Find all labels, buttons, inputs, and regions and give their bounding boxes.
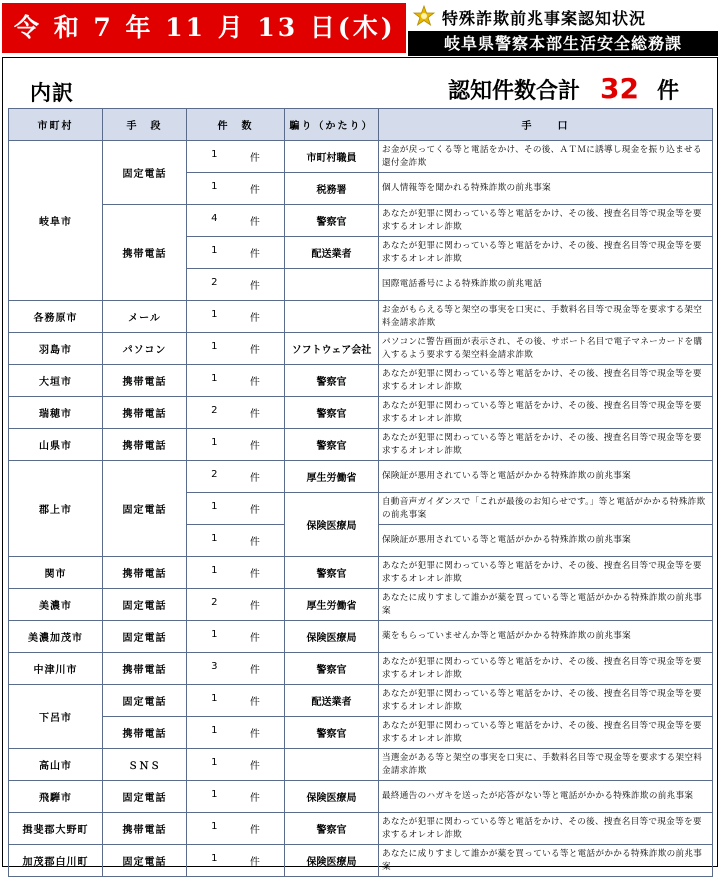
table-row (9, 333, 713, 365)
means-cell: 固定電話 (103, 589, 187, 621)
impersonation-cell: 市町村職員 (285, 141, 379, 173)
impersonation-cell: 警察官 (285, 397, 379, 429)
count-cell (187, 685, 285, 717)
count-value: 2 (211, 277, 218, 288)
header-count: 件 数 (187, 109, 285, 141)
city-cell: 加茂郡白川町 (9, 845, 103, 877)
method-cell: 薬をもらっていませんか等と電話がかかる特殊詐欺の前兆事案 (379, 621, 713, 653)
count-value: 1 (211, 821, 218, 832)
impersonation-cell: 税務署 (285, 173, 379, 205)
city-cell: 山県市 (9, 429, 103, 461)
table-row (9, 365, 713, 397)
method-cell: あなたが犯罪に関わっている等と電話をかけ、その後、捜査名目等で現金等を要求するオレオレ詐欺 (379, 685, 713, 717)
means-cell: 固定電話 (103, 141, 187, 205)
table-row (9, 653, 713, 685)
count-value: 1 (211, 693, 218, 704)
method-cell: 自動音声ガイダンスで「これが最後のお知らせです。」等と電話がかかる特殊詐欺の前兆事案 (379, 493, 713, 525)
count-cell (187, 397, 285, 429)
count-value: 1 (211, 789, 218, 800)
table-row (9, 717, 713, 749)
count-cell (187, 173, 285, 205)
table-row (9, 301, 713, 333)
count-unit: 件 (249, 601, 260, 612)
impersonation-cell: 警察官 (285, 429, 379, 461)
count-unit: 件 (249, 345, 260, 356)
table-row (9, 589, 713, 621)
means-cell: 携帯電話 (103, 717, 187, 749)
method-cell: お金がもらえる等と架空の事実を口実に、手数料名目等で現金等を要求する架空料金請求詐欺 (379, 301, 713, 333)
city-cell: 美濃市 (9, 589, 103, 621)
count-value: 2 (211, 597, 218, 608)
means-cell: パソコン (103, 333, 187, 365)
count-cell (187, 365, 285, 397)
impersonation-cell (285, 301, 379, 333)
means-cell: 携帯電話 (103, 429, 187, 461)
impersonation-cell: 警察官 (285, 813, 379, 845)
impersonation-cell: 保険医療局 (285, 845, 379, 877)
method-cell: お金が戻ってくる等と電話をかけ、その後、ＡＴＭに誘導し現金を振り込ませる還付金詐欺 (379, 141, 713, 173)
table-header-row (9, 109, 713, 141)
table-row (9, 557, 713, 589)
count-value: 2 (211, 469, 218, 480)
method-cell: あなたが犯罪に関わっている等と電話をかけ、その後、捜査名目等で現金等を要求するオレオレ詐欺 (379, 717, 713, 749)
means-cell: 携帯電話 (103, 557, 187, 589)
count-value: 1 (211, 533, 218, 544)
city-cell: 大垣市 (9, 365, 103, 397)
method-cell: あなたに成りすまして誰かが薬を買っている等と電話がかかる特殊詐欺の前兆事案 (379, 845, 713, 877)
count-cell (187, 205, 285, 237)
count-unit: 件 (249, 825, 260, 836)
means-cell: 固定電話 (103, 781, 187, 813)
table-row (9, 205, 713, 237)
count-unit: 件 (249, 665, 260, 676)
header-city: 市町村 (9, 109, 103, 141)
count-unit: 件 (249, 441, 260, 452)
method-cell: 最終通告のハガキを送ったが応答がない等と電話がかかる特殊詐欺の前兆事案 (379, 781, 713, 813)
method-cell: あなたが犯罪に関わっている等と電話をかけ、その後、捜査名目等で現金等を要求するオレオレ詐欺 (379, 205, 713, 237)
count-unit: 件 (249, 249, 260, 260)
impersonation-cell: 保険医療局 (285, 621, 379, 653)
means-cell: 固定電話 (103, 621, 187, 653)
impersonation-cell: 警察官 (285, 205, 379, 237)
count-value: 1 (211, 309, 218, 320)
count-value: 1 (211, 757, 218, 768)
count-value: 3 (211, 661, 218, 672)
count-value: 1 (211, 565, 218, 576)
count-cell (187, 813, 285, 845)
method-cell: あなたに成りすまして誰かが薬を買っている等と電話がかかる特殊詐欺の前兆事案 (379, 589, 713, 621)
count-value: 2 (211, 405, 218, 416)
method-cell: あなたが犯罪に関わっている等と電話をかけ、その後、捜査名目等で現金等を要求するオレオレ詐欺 (379, 397, 713, 429)
impersonation-cell: 配送業者 (285, 685, 379, 717)
impersonation-cell: 警察官 (285, 365, 379, 397)
report-date: 令 和 7 年 11 月 13 日(木) (2, 3, 406, 53)
count-cell (187, 141, 285, 173)
department-name: 岐阜県警察本部生活安全総務課 (408, 31, 718, 56)
count-value: 1 (211, 501, 218, 512)
method-cell: 当選金がある等と架空の事実を口実に、手数料名目等で現金等を要求する架空料金請求詐欺 (379, 749, 713, 781)
count-unit: 件 (249, 569, 260, 580)
count-cell (187, 781, 285, 813)
table-row (9, 781, 713, 813)
city-cell: 揖斐郡大野町 (9, 813, 103, 845)
city-cell: 高山市 (9, 749, 103, 781)
count-cell (187, 333, 285, 365)
count-value: 1 (211, 181, 218, 192)
table-row (9, 429, 713, 461)
table-row (9, 685, 713, 717)
count-value: 1 (211, 149, 218, 160)
count-unit: 件 (249, 409, 260, 420)
method-cell: あなたが犯罪に関わっている等と電話をかけ、その後、捜査名目等で現金等を要求するオレオレ詐欺 (379, 365, 713, 397)
count-cell (187, 461, 285, 493)
city-cell: 郡上市 (9, 461, 103, 557)
count-unit: 件 (249, 857, 260, 868)
city-cell: 羽島市 (9, 333, 103, 365)
count-cell (187, 717, 285, 749)
impersonation-cell: 厚生労働省 (285, 461, 379, 493)
count-unit: 件 (249, 761, 260, 772)
total-value: 32 (600, 72, 639, 105)
method-cell: 個人情報等を聞かれる特殊詐欺の前兆事案 (379, 173, 713, 205)
impersonation-cell (285, 269, 379, 301)
city-cell: 美濃加茂市 (9, 621, 103, 653)
count-unit: 件 (249, 217, 260, 228)
count-value: 1 (211, 373, 218, 384)
city-cell: 岐阜市 (9, 141, 103, 301)
means-cell: 固定電話 (103, 685, 187, 717)
count-value: 4 (211, 213, 218, 224)
method-cell: あなたが犯罪に関わっている等と電話をかけ、その後、捜査名目等で現金等を要求するオレオレ詐欺 (379, 237, 713, 269)
impersonation-cell: 厚生労働省 (285, 589, 379, 621)
impersonation-cell: 警察官 (285, 717, 379, 749)
method-cell: パソコンに警告画面が表示され、その後、サポート名目で電子マネーカードを購入するよう要求する架空料金請求詐欺 (379, 333, 713, 365)
count-cell (187, 653, 285, 685)
count-unit: 件 (249, 505, 260, 516)
header-method: 手 口 (379, 109, 713, 141)
means-cell: ＳＮＳ (103, 749, 187, 781)
method-cell: 国際電話番号による特殊詐欺の前兆電話 (379, 269, 713, 301)
total-summary (448, 72, 679, 105)
city-cell: 瑞穂市 (9, 397, 103, 429)
count-cell (187, 237, 285, 269)
count-value: 1 (211, 853, 218, 864)
city-cell: 中津川市 (9, 653, 103, 685)
report-title: 特殊詐欺前兆事案認知状況 (442, 8, 647, 28)
count-cell (187, 845, 285, 877)
table-row (9, 621, 713, 653)
method-cell: あなたが犯罪に関わっている等と電話をかけ、その後、捜査名目等で現金等を要求するオレオレ詐欺 (379, 429, 713, 461)
total-unit: 件 (656, 79, 679, 104)
count-value: 1 (211, 341, 218, 352)
breakdown-label: 内訳 (30, 81, 74, 105)
city-cell: 関市 (9, 557, 103, 589)
method-cell: あなたが犯罪に関わっている等と電話をかけ、その後、捜査名目等で現金等を要求するオレオレ詐欺 (379, 653, 713, 685)
city-cell: 飛騨市 (9, 781, 103, 813)
table-row (9, 461, 713, 493)
header-impersonation: 騙り（かたり） (285, 109, 379, 141)
count-unit: 件 (249, 793, 260, 804)
means-cell: メール (103, 301, 187, 333)
means-cell: 携帯電話 (103, 813, 187, 845)
count-unit: 件 (249, 537, 260, 548)
city-cell: 下呂市 (9, 685, 103, 749)
count-value: 1 (211, 245, 218, 256)
count-unit: 件 (249, 697, 260, 708)
method-cell: あなたが犯罪に関わっている等と電話をかけ、その後、捜査名目等で現金等を要求するオレオレ詐欺 (379, 813, 713, 845)
count-cell (187, 557, 285, 589)
impersonation-cell (285, 749, 379, 781)
count-cell (187, 269, 285, 301)
table-row (9, 749, 713, 781)
method-cell: あなたが犯罪に関わっている等と電話をかけ、その後、捜査名目等で現金等を要求するオレオレ詐欺 (379, 557, 713, 589)
count-value: 1 (211, 629, 218, 640)
total-label: 認知件数合計 (448, 79, 581, 104)
impersonation-cell: 警察官 (285, 557, 379, 589)
count-value: 1 (211, 437, 218, 448)
means-cell: 携帯電話 (103, 205, 187, 301)
means-cell: 携帯電話 (103, 653, 187, 685)
table-row (9, 141, 713, 173)
count-unit: 件 (249, 729, 260, 740)
impersonation-cell: 配送業者 (285, 237, 379, 269)
table-row (9, 845, 713, 877)
count-cell (187, 749, 285, 781)
impersonation-cell: 保険医療局 (285, 781, 379, 813)
count-unit: 件 (249, 281, 260, 292)
means-cell: 携帯電話 (103, 397, 187, 429)
means-cell: 固定電話 (103, 461, 187, 557)
means-cell: 携帯電話 (103, 365, 187, 397)
method-cell: 保険証が悪用されている等と電話がかかる特殊詐欺の前兆事案 (379, 525, 713, 557)
incident-table (8, 108, 713, 877)
count-unit: 件 (249, 473, 260, 484)
police-emblem-icon (412, 5, 436, 29)
count-cell (187, 589, 285, 621)
count-unit: 件 (249, 377, 260, 388)
count-unit: 件 (249, 185, 260, 196)
count-unit: 件 (249, 153, 260, 164)
method-cell: 保険証が悪用されている等と電話がかかる特殊詐欺の前兆事案 (379, 461, 713, 493)
impersonation-cell: 保険医療局 (285, 493, 379, 557)
count-cell (187, 525, 285, 557)
header-means: 手 段 (103, 109, 187, 141)
count-cell (187, 621, 285, 653)
table-row (9, 397, 713, 429)
impersonation-cell: 警察官 (285, 653, 379, 685)
count-cell (187, 429, 285, 461)
count-cell (187, 301, 285, 333)
count-unit: 件 (249, 633, 260, 644)
impersonation-cell: ソフトウェア会社 (285, 333, 379, 365)
count-cell (187, 493, 285, 525)
title-bar (408, 3, 718, 31)
means-cell: 固定電話 (103, 845, 187, 877)
count-value: 1 (211, 725, 218, 736)
count-unit: 件 (249, 313, 260, 324)
table-row (9, 813, 713, 845)
city-cell: 各務原市 (9, 301, 103, 333)
